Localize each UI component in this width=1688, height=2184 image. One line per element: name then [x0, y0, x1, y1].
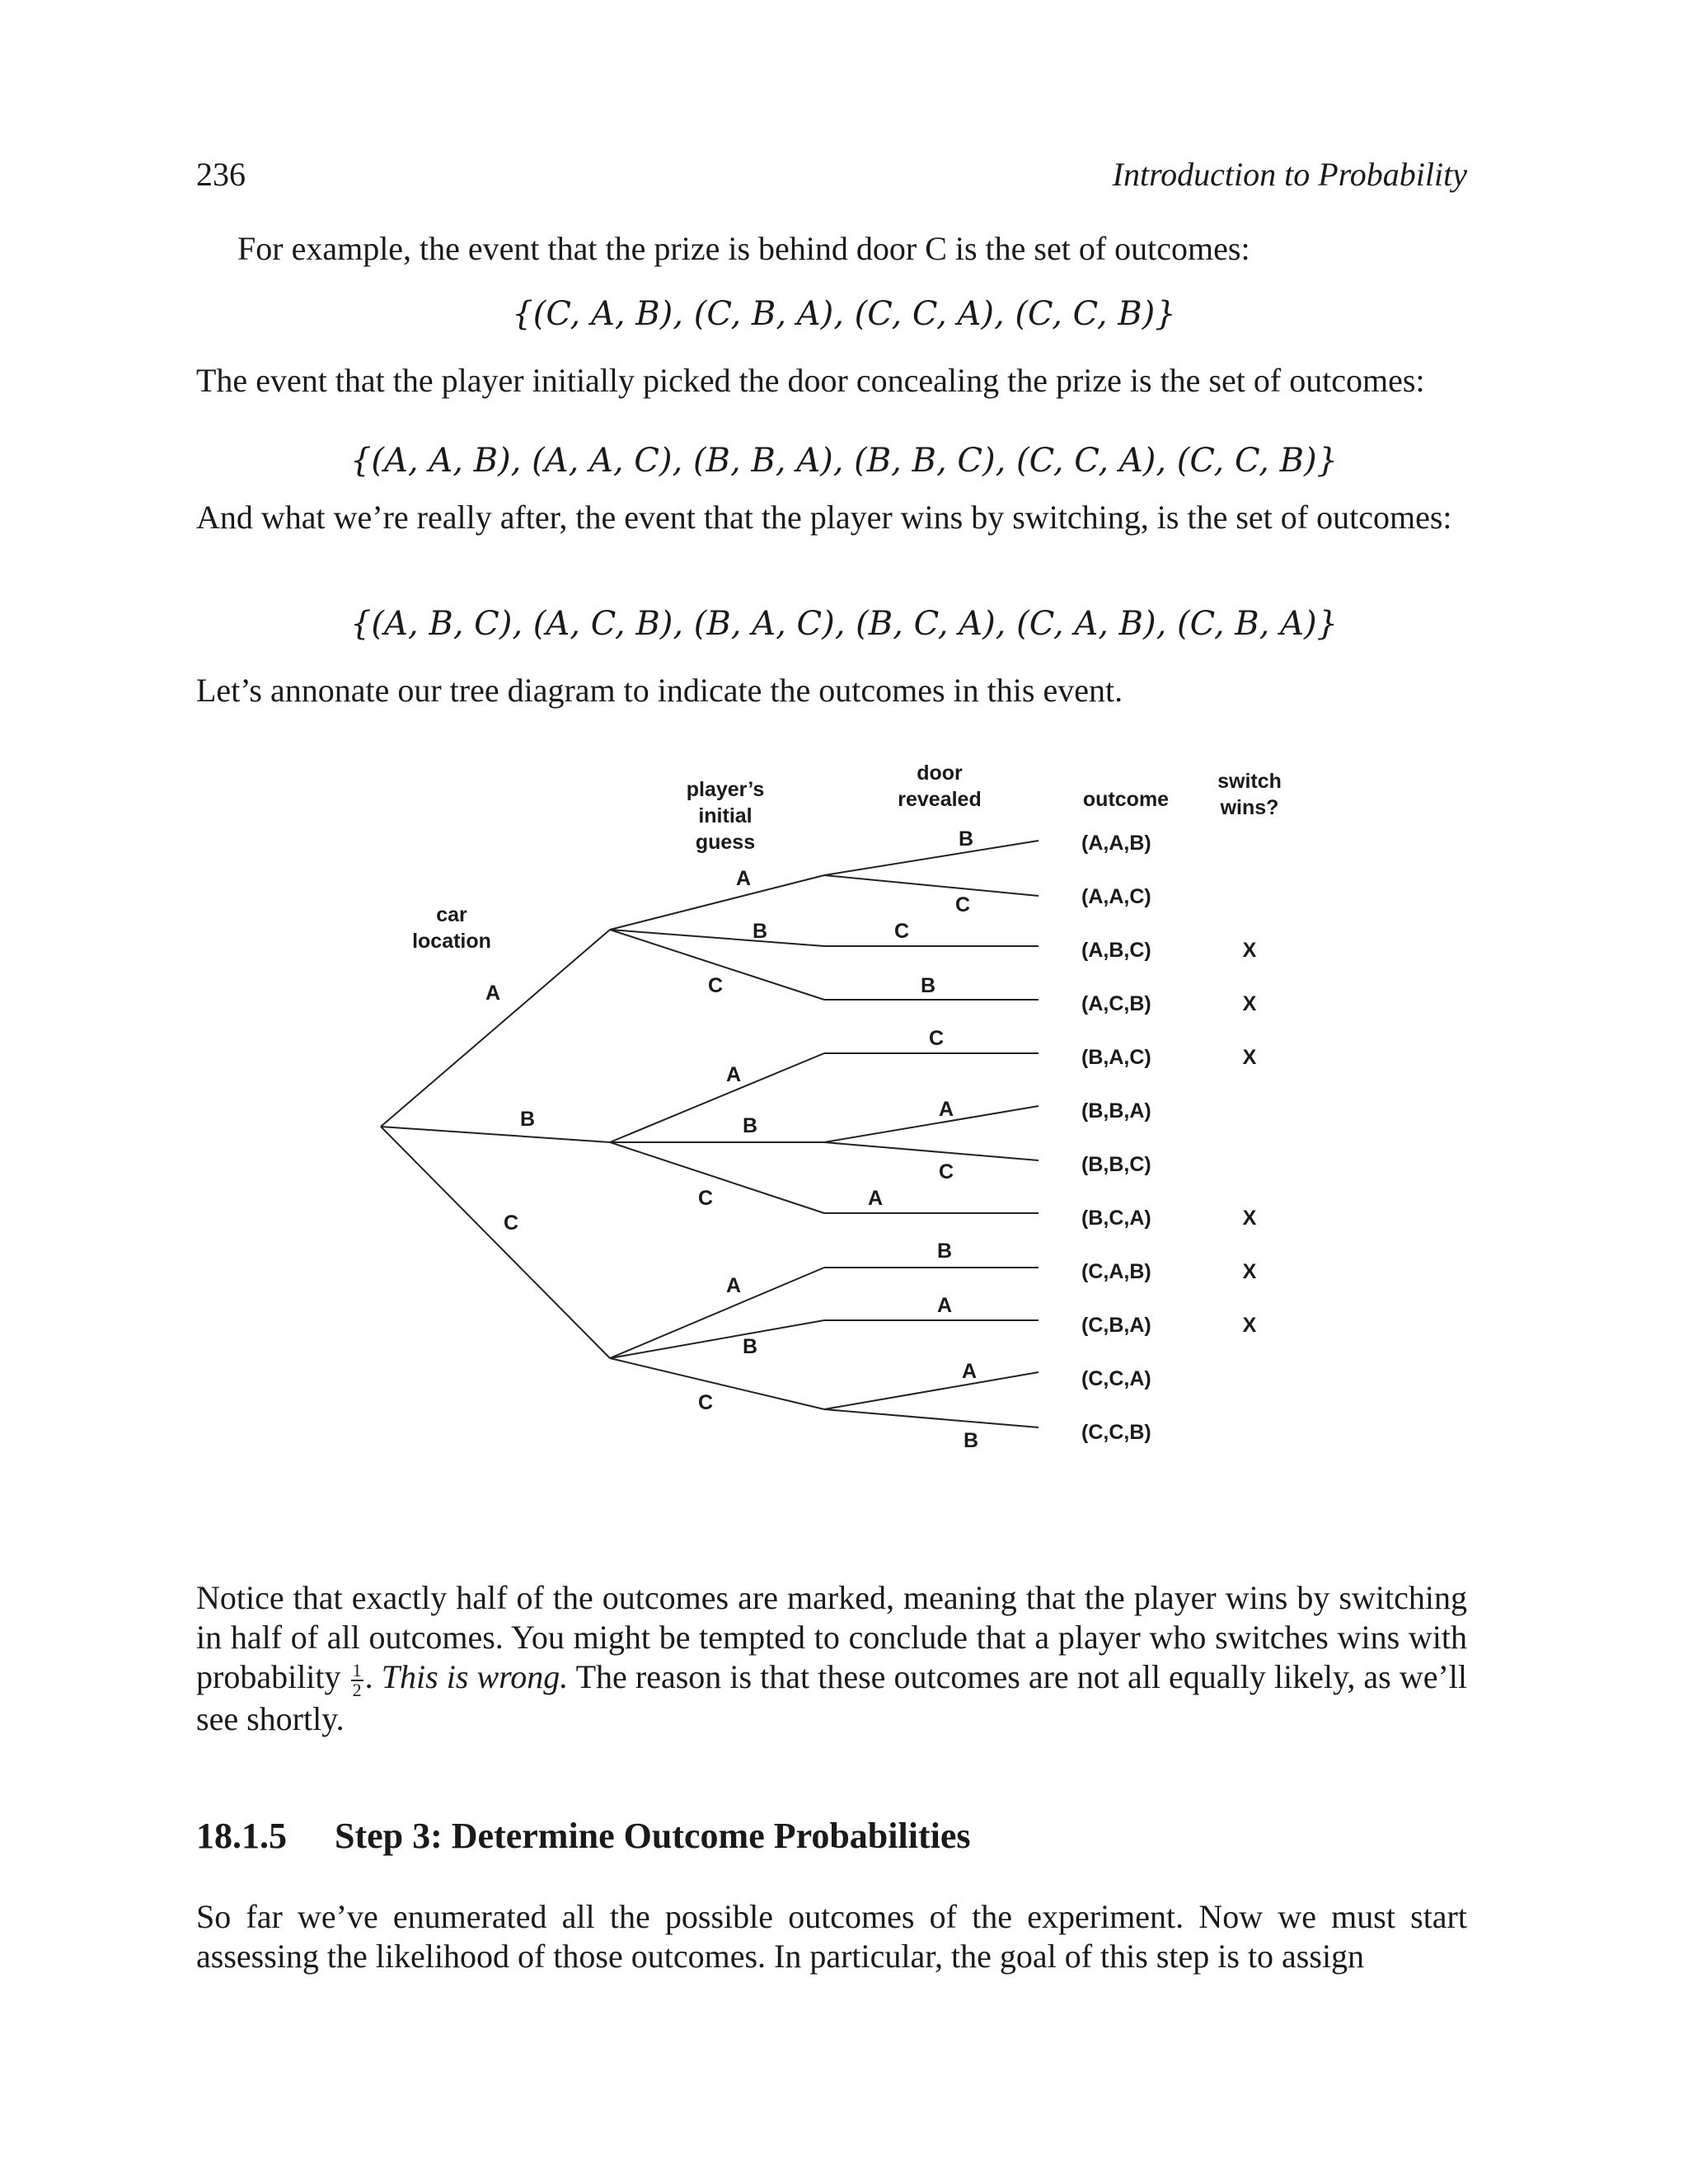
- guess-label: C: [707, 974, 724, 997]
- edge-guess-ab: [610, 930, 824, 946]
- door-label: A: [936, 1294, 953, 1317]
- edge-guess-bc: [610, 1142, 824, 1213]
- guess-label: A: [735, 867, 752, 890]
- guess-label: C: [697, 1187, 714, 1210]
- paragraph-switching: And what we’re really after, the event that the player wins by switching, is the set of outcomes:: [196, 499, 1452, 536]
- door-label: B: [963, 1429, 979, 1452]
- header-switch-1: switch: [1217, 770, 1282, 793]
- set-prize-behind-c: {(C, A, B), (C, B, A), (C, C, A), (C, C, B)}: [512, 295, 1176, 333]
- outcome-label: (B,A,C): [1081, 1046, 1151, 1069]
- paragraph-initial-pick: The event that the player initially picked the door concealing the prize is the set of outcomes:: [196, 362, 1425, 399]
- outcome-label: (A,B,C): [1081, 939, 1151, 962]
- outcome-label: (A,A,C): [1081, 885, 1151, 908]
- edge-car-a: [381, 930, 610, 1127]
- paragraph-intro: For example, the event that the prize is behind door C is the set of outcomes:: [237, 230, 1250, 267]
- edge-door-11: [824, 1372, 1039, 1409]
- switch-win-mark: X: [1242, 1207, 1257, 1230]
- header-outcome: outcome: [1082, 788, 1170, 811]
- guess-label: A: [725, 1274, 742, 1297]
- fraction-one-half: $\frac{1}{2}$: [352, 1659, 362, 1700]
- set-initial-pick: {(A, A, B), (A, A, C), (B, B, A), (B, B, C), (C, C, A), (C, C, B)}: [349, 442, 1339, 480]
- edge-door-6: [824, 1106, 1039, 1142]
- outcome-label: (B,C,A): [1081, 1207, 1151, 1230]
- header-guess-2: initial: [698, 804, 753, 827]
- set-wins-by-switching: {(A, B, C), (A, C, B), (B, A, C), (B, C, A), (C, A, B), (C, B, A)}: [349, 605, 1339, 643]
- switch-win-mark: X: [1242, 939, 1257, 962]
- door-label: B: [936, 1240, 953, 1263]
- door-label: C: [938, 1160, 954, 1183]
- outcome-label: (A,C,B): [1081, 992, 1151, 1015]
- car-label: C: [503, 1212, 519, 1235]
- outcome-label: (A,A,B): [1081, 832, 1151, 855]
- edge-door-12: [824, 1409, 1039, 1427]
- emphasis-this-is-wrong: This is wrong.: [381, 1658, 569, 1695]
- edge-guess-ca: [610, 1268, 824, 1358]
- door-label: B: [920, 974, 936, 997]
- section-heading: 18.1.5 Step 3: Determine Outcome Probabilities: [196, 1816, 971, 1856]
- header-car-location-2: location: [412, 930, 491, 953]
- header-guess-3: guess: [695, 831, 756, 854]
- outcome-label: (C,B,A): [1081, 1314, 1151, 1337]
- edge-car-b: [381, 1127, 610, 1142]
- car-label: B: [519, 1108, 536, 1131]
- door-label: C: [928, 1027, 945, 1050]
- guess-label: C: [697, 1391, 714, 1414]
- paragraph-annotate: Let’s annonate our tree diagram to indicate the outcomes in this event.: [196, 672, 1123, 709]
- running-title: Introduction to Probability: [1112, 156, 1467, 193]
- edge-car-c: [381, 1127, 610, 1358]
- switch-win-mark: X: [1242, 1314, 1257, 1337]
- paragraph-step3: So far we’ve enumerated all the possible outcomes of the experiment. Now we must start assessing the likelihood of those outcomes. In particular, the goal of this step is to assign: [196, 1898, 1467, 1975]
- edge-guess-cb: [610, 1320, 824, 1358]
- switch-win-mark: X: [1242, 1046, 1257, 1069]
- car-label: A: [485, 982, 501, 1005]
- edge-door-7: [824, 1142, 1039, 1160]
- page-number: 236: [196, 156, 246, 193]
- header-car-location-1: car: [436, 903, 467, 926]
- outcome-label: (B,B,A): [1081, 1099, 1151, 1122]
- paragraph-half-marked: Notice that exactly half of the outcomes are marked, meaning that the player wins by switching in half of all outcomes. You might be tempted to conclude that a player who switches wins with probability $\frac{1}{2}$ . This is wrong. The reason is that these outcomes are not all equally likely, as we’ll see shortly.: [196, 1579, 1468, 1737]
- switch-win-mark: X: [1242, 992, 1257, 1015]
- door-label: A: [961, 1360, 978, 1383]
- guess-label: B: [742, 1114, 758, 1137]
- door-label: A: [867, 1187, 884, 1210]
- header-door-2: revealed: [898, 788, 982, 811]
- door-label: B: [958, 827, 974, 851]
- outcome-label: (C,C,B): [1081, 1421, 1151, 1444]
- guess-label: A: [725, 1063, 742, 1086]
- edge-door-2: [824, 875, 1039, 896]
- edge-guess-ba: [610, 1053, 824, 1142]
- switch-win-mark: X: [1242, 1260, 1257, 1283]
- header-door-1: door: [917, 762, 963, 785]
- outcome-label: (B,B,C): [1081, 1153, 1151, 1176]
- guess-label: B: [742, 1335, 758, 1358]
- edge-guess-aa: [610, 875, 824, 930]
- outcome-label: (C,A,B): [1081, 1260, 1151, 1283]
- header-switch-2: wins?: [1220, 796, 1279, 819]
- door-label: C: [954, 893, 971, 916]
- outcome-label: (C,C,A): [1081, 1367, 1151, 1390]
- guess-label: B: [752, 920, 768, 943]
- header-guess-1: player’s: [686, 778, 765, 801]
- door-label: C: [893, 920, 910, 943]
- door-label: A: [938, 1098, 954, 1121]
- edge-door-1: [824, 841, 1039, 875]
- edge-guess-cc: [610, 1358, 824, 1409]
